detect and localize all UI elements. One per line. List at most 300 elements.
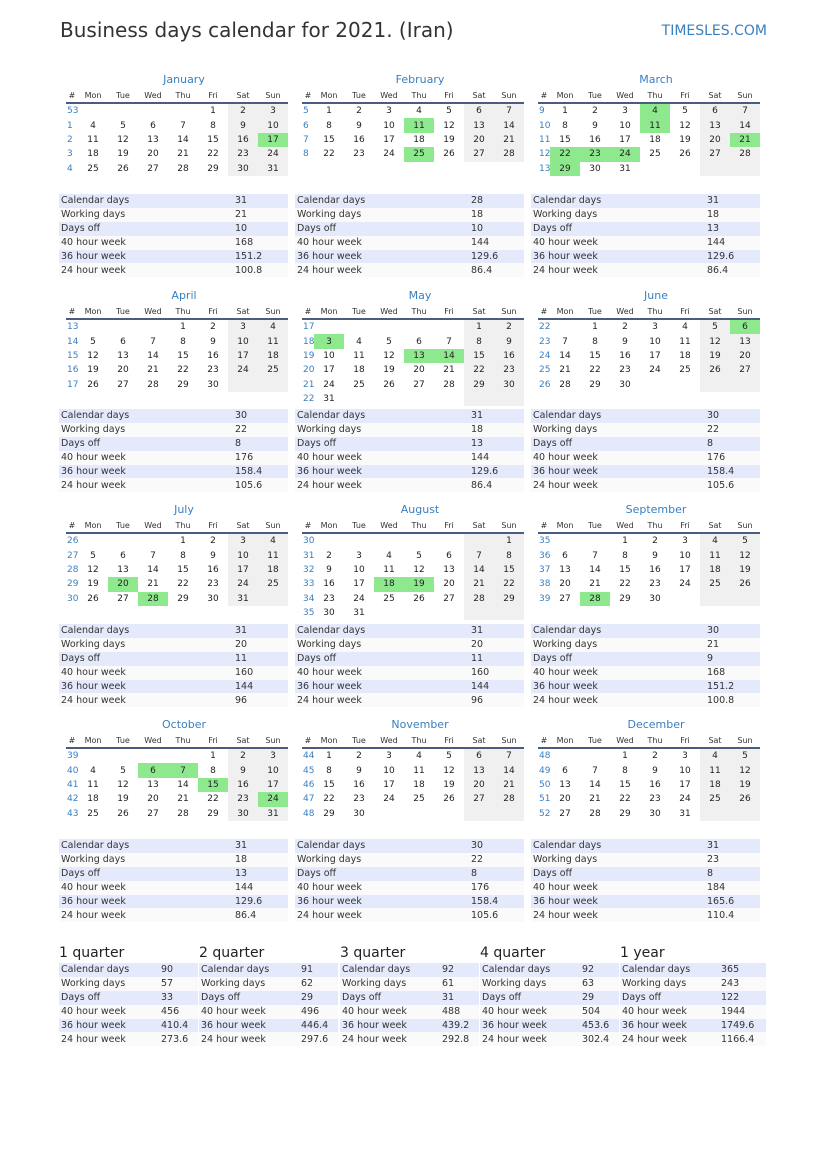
stat-label: 40 hour week [59,666,233,680]
stat-value: 504 [580,1005,619,1019]
day-cell: 4 [258,319,288,334]
weekday-header: Wed [374,88,404,103]
day-cell: 13 [559,564,571,575]
day-cell: 1 [180,536,186,547]
week-row [538,103,760,118]
day-cell: 12 [87,350,99,361]
stat-label: Calendar days [531,839,705,853]
day-cell: 24 [679,794,691,805]
quarter-title: 2 quarter [199,945,265,961]
quarter-title: 1 year [620,945,665,961]
weekday-header: # [302,733,314,748]
weekday-header: Mon [314,733,344,748]
day-cell: 1 [494,533,524,548]
day-cell: 12 [87,564,99,575]
stat-value: 453.6 [580,1019,619,1033]
day-cell: 29 [589,379,601,390]
weekday-header: Sat [228,733,258,748]
stat-row [295,208,524,222]
stat-value: 129.6 [469,465,524,479]
day-cell: 23 [649,794,661,805]
day-cell: 16 [228,778,258,792]
day-cell: 28 [177,163,189,174]
day-cell: 4 [640,103,670,118]
day-cell: 28 [147,379,159,390]
weekday-header: Tue [580,518,610,533]
weekday-header: Thu [168,304,198,319]
day-cell: 17 [323,365,335,376]
stat-value: 86.4 [233,908,288,922]
stat-row [480,991,619,1005]
month-name: October [161,718,207,731]
day-cell: 12 [730,763,760,777]
day-cell: 12 [443,120,455,131]
weekday-header: Mon [78,733,108,748]
day-cell: 22 [177,365,189,376]
week-number: 22 [539,322,551,333]
day-cell: 16 [619,350,631,361]
day-cell: 12 [679,120,691,131]
day-cell: 13 [147,779,159,790]
day-cell: 15 [589,350,601,361]
weekday-header: Sun [730,88,760,103]
day-cell: 19 [443,134,455,145]
day-cell: 16 [353,134,365,145]
stat-value: 488 [440,1005,479,1019]
day-cell: 19 [383,365,395,376]
empty-cell [404,319,434,334]
day-cell: 25 [87,163,99,174]
month-stats [59,409,288,492]
weekday-header: Fri [198,733,228,748]
stat-row [531,693,760,707]
day-cell: 14 [559,350,571,361]
weekday-header: Fri [434,518,464,533]
weekday-header: Sat [464,88,494,103]
stat-label: 24 hour week [59,693,233,707]
weekday-header: Wed [374,518,404,533]
empty-cell [78,103,108,118]
stat-label: Days off [59,652,233,666]
day-cell: 19 [700,349,730,363]
day-cell: 15 [177,350,189,361]
stat-value: 176 [469,881,524,895]
stat-row [199,963,338,977]
stat-row [59,208,288,222]
month-calendar [66,518,288,606]
stat-row [531,652,760,666]
day-cell: 3 [386,106,392,117]
week-row [66,363,288,377]
week-row [66,147,288,161]
stat-value: 105.6 [469,908,524,922]
stat-label: 40 hour week [295,666,469,680]
stat-value: 90 [159,963,198,977]
day-cell: 19 [730,563,760,577]
quarter-title: 4 quarter [480,945,546,961]
stat-label: Calendar days [620,963,719,977]
day-cell: 20 [108,577,138,591]
stat-label: 36 hour week [480,1019,580,1033]
day-cell: 15 [559,134,571,145]
day-cell: 24 [323,379,335,390]
stat-label: Working days [620,977,719,991]
stat-value: 29 [580,991,619,1005]
stat-value: 160 [233,666,288,680]
week-row [538,334,760,348]
weekday-header: # [302,304,314,319]
week-row [302,548,524,562]
week-row [538,592,760,606]
day-cell: 1 [622,751,628,762]
day-cell: 7 [562,336,568,347]
week-row [302,778,524,792]
week-number: 21 [303,379,315,390]
stat-row [531,465,760,479]
stat-label: Working days [531,423,705,437]
stat-row [531,222,760,236]
stat-row [59,222,288,236]
week-number: 28 [67,564,79,575]
week-number: 36 [539,550,551,561]
weekday-header: Sat [228,518,258,533]
stat-row [620,991,766,1005]
day-cell: 30 [494,378,524,392]
day-cell: 2 [210,322,216,333]
month-name: July [174,503,194,516]
month-stats [295,194,524,277]
month-calendar [302,733,524,821]
stat-label: Working days [531,638,705,652]
weekday-header: # [538,88,550,103]
stat-row [620,1019,766,1033]
week-row [538,147,760,161]
stat-row [620,963,766,977]
month-name: June [644,289,668,302]
day-cell: 22 [619,579,631,590]
day-cell: 3 [228,533,258,548]
stat-value: 302.4 [580,1032,619,1046]
stat-label: Days off [295,652,469,666]
week-row [66,592,288,606]
stat-label: 36 hour week [340,1019,440,1033]
stat-label: Working days [295,423,469,437]
day-cell: 11 [258,334,288,348]
day-cell: 1 [464,319,494,334]
day-cell: 21 [589,579,601,590]
day-cell: 10 [619,120,631,131]
stat-row [531,638,760,652]
day-cell: 18 [649,134,661,145]
weekday-header: Wed [610,518,640,533]
week-number: 35 [303,608,315,619]
stat-value: 31 [233,194,288,208]
weekday-header: Tue [580,304,610,319]
day-cell: 9 [228,763,258,777]
day-cell: 19 [679,134,691,145]
weekday-header: Wed [610,88,640,103]
stat-label: 24 hour week [531,908,705,922]
day-cell: 24 [228,363,258,377]
day-cell: 12 [117,134,129,145]
month-may [302,289,524,406]
weekday-header: Fri [434,304,464,319]
stat-value: 158.4 [705,465,760,479]
week-number: 34 [303,593,315,604]
week-row [538,577,760,591]
day-cell: 2 [356,106,362,117]
stat-row [340,991,479,1005]
stat-row [59,881,288,895]
day-cell: 7 [150,336,156,347]
weekday-header: Sat [464,733,494,748]
empty-cell [640,378,670,392]
day-cell: 23 [207,365,219,376]
month-stats [59,194,288,277]
day-cell: 11 [258,548,288,562]
stat-row [59,867,288,881]
day-cell: 5 [730,748,760,763]
stat-value: 129.6 [233,895,288,909]
day-cell: 8 [326,765,332,776]
stat-value: 10 [469,222,524,236]
stat-label: Calendar days [59,839,233,853]
week-row [538,563,760,577]
day-cell: 19 [404,577,434,591]
stat-label: Days off [531,222,705,236]
day-cell: 26 [87,593,99,604]
month-calendar [538,88,760,176]
day-cell: 25 [258,577,288,591]
week-number: 10 [539,120,551,131]
week-number: 49 [539,765,551,776]
day-cell: 13 [404,349,434,363]
day-cell: 16 [589,134,601,145]
month-april [66,289,288,392]
day-cell: 14 [589,564,601,575]
week-row [302,606,524,620]
stat-row [59,638,288,652]
day-cell: 3 [356,550,362,561]
day-cell: 21 [147,365,159,376]
month-july [66,503,288,606]
stat-value: 11 [233,652,288,666]
day-cell: 7 [494,103,524,118]
stat-row [480,977,619,991]
day-cell: 17 [679,564,691,575]
stat-label: 24 hour week [59,1032,159,1046]
day-cell: 2 [356,751,362,762]
day-cell: 2 [494,319,524,334]
stat-label: Calendar days [480,963,580,977]
week-row [538,778,760,792]
day-cell: 26 [87,379,99,390]
month-name: January [163,73,205,86]
stat-row [59,895,288,909]
week-row [302,319,524,334]
stat-value: 496 [299,1005,338,1019]
week-row [66,807,288,821]
stat-row [531,208,760,222]
weekday-header: Tue [580,88,610,103]
month-name: February [395,73,445,86]
month-calendar [538,304,760,392]
day-cell: 5 [416,550,422,561]
stat-row [59,977,198,991]
stat-label: 36 hour week [531,465,705,479]
stat-row [295,853,524,867]
day-cell: 28 [138,592,168,606]
day-cell: 19 [443,779,455,790]
brand-link[interactable]: TIMESLES.COM [661,23,767,39]
stat-value: 105.6 [233,478,288,492]
empty-cell [700,378,730,392]
day-cell: 1 [326,751,332,762]
stat-value: 18 [469,208,524,222]
week-number: 32 [303,564,315,575]
day-cell: 18 [374,577,404,591]
day-cell: 12 [443,765,455,776]
stat-label: 24 hour week [59,908,233,922]
stat-row [340,1019,479,1033]
stat-row [295,881,524,895]
stat-label: Days off [295,867,469,881]
stat-row [531,624,760,638]
day-cell: 20 [559,579,571,590]
day-cell: 30 [619,379,631,390]
day-cell: 8 [210,765,216,776]
week-number: 51 [539,794,551,805]
day-cell: 13 [117,564,129,575]
day-cell: 17 [383,779,395,790]
stat-row [295,693,524,707]
stat-label: Working days [59,977,159,991]
weekday-header: Mon [550,733,580,748]
stat-value: 63 [580,977,619,991]
day-cell: 29 [494,592,524,606]
stat-value: 365 [719,963,766,977]
stat-value: 292.8 [440,1032,479,1046]
weekday-header: Sat [700,304,730,319]
month-stats [531,624,760,707]
stat-label: 36 hour week [531,895,705,909]
empty-cell [168,103,198,118]
day-cell: 3 [228,319,258,334]
week-number: 12 [539,149,551,160]
day-cell: 31 [228,592,258,606]
day-cell: 6 [150,120,156,131]
weekday-header: Thu [168,518,198,533]
day-cell: 27 [443,593,455,604]
stat-value: 20 [469,638,524,652]
week-row [302,748,524,763]
stat-row [340,963,479,977]
day-cell: 8 [180,550,186,561]
month-stats [531,839,760,922]
week-number: 13 [67,322,79,333]
stat-value: 33 [159,991,198,1005]
day-cell: 5 [700,319,730,334]
day-cell: 14 [494,763,524,777]
week-number: 42 [67,794,79,805]
day-cell: 19 [730,778,760,792]
week-number: 6 [303,120,309,131]
empty-cell [494,392,524,406]
week-number: 18 [303,336,315,347]
empty-cell [404,807,434,821]
stat-value: 129.6 [705,250,760,264]
empty-cell [464,606,494,620]
week-number: 25 [539,365,551,376]
stat-value: 30 [469,839,524,853]
day-cell: 21 [147,579,159,590]
day-cell: 10 [258,118,288,132]
stat-value: 158.4 [469,895,524,909]
empty-cell [374,807,404,821]
stat-label: 36 hour week [59,680,233,694]
stat-label: 40 hour week [531,881,705,895]
week-number: 39 [67,751,79,762]
empty-cell [138,533,168,548]
month-calendar [66,733,288,821]
stat-label: Calendar days [531,624,705,638]
day-cell: 28 [580,592,610,606]
day-cell: 20 [464,778,494,792]
empty-cell [404,392,434,406]
day-cell: 15 [198,778,228,792]
stat-label: 24 hour week [531,693,705,707]
stat-value: 96 [469,693,524,707]
weekday-header: Wed [138,518,168,533]
day-cell: 26 [730,792,760,806]
day-cell: 4 [90,765,96,776]
weekday-header: Mon [314,88,344,103]
day-cell: 11 [87,134,99,145]
stat-row [295,666,524,680]
quarter-stats [59,963,198,1046]
stat-row [340,1005,479,1019]
week-row [538,533,760,548]
day-cell: 7 [180,120,186,131]
day-cell: 6 [562,765,568,776]
day-cell: 27 [464,792,494,806]
weekday-header: Fri [670,88,700,103]
stat-value: 21 [233,208,288,222]
stat-label: 40 hour week [295,451,469,465]
week-number: 31 [303,550,315,561]
day-cell: 17 [383,134,395,145]
weekday-header: # [66,88,78,103]
weekday-header: Thu [404,733,434,748]
day-cell: 4 [416,751,422,762]
month-november [302,718,524,821]
stat-row [295,839,524,853]
empty-cell [344,319,374,334]
stat-value: 13 [469,437,524,451]
stat-value: 31 [233,624,288,638]
empty-cell [344,392,374,406]
stat-label: Days off [531,867,705,881]
weekday-header: Mon [78,88,108,103]
day-cell: 29 [619,808,631,819]
stat-row [295,908,524,922]
stat-value: 8 [705,867,760,881]
day-cell: 31 [323,394,335,405]
day-cell: 3 [258,748,288,763]
stat-label: 36 hour week [59,465,233,479]
day-cell: 27 [413,379,425,390]
month-february [302,73,524,162]
